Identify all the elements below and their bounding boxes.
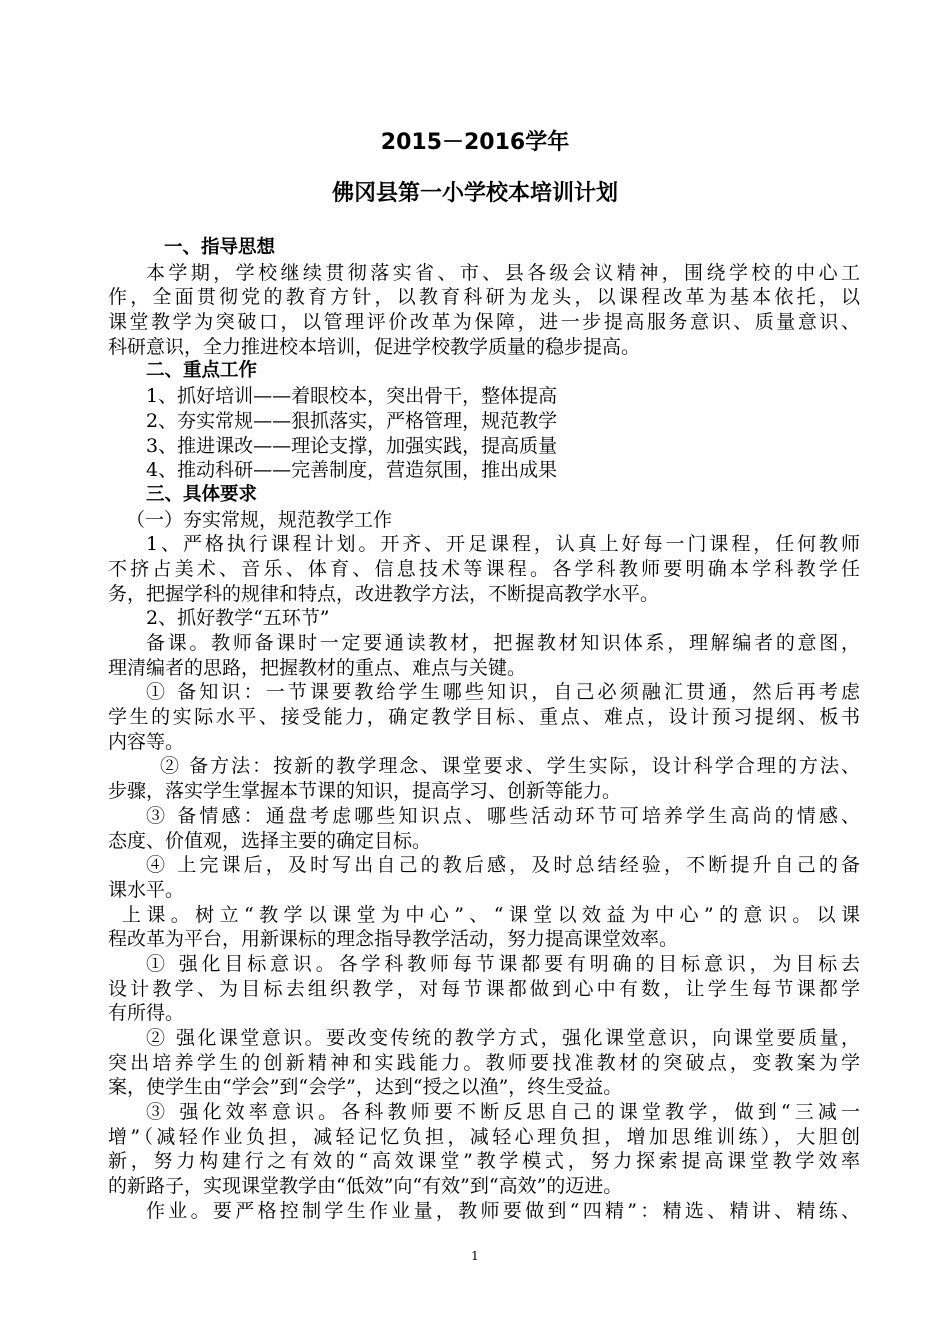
text-line: 理清编者的思路，把握教材的重点、难点与关键。 — [108, 656, 527, 679]
text-line: 上课。树立“教学以课堂为中心”、“课堂以效益为中心”的意识。以课 — [122, 903, 860, 926]
title-year: 2015－2016学年 — [380, 130, 570, 155]
text-line: ③ 备情感：通盘考虑哪些知识点、哪些活动环节可培养学生高尚的情感、 — [146, 804, 860, 827]
page-number: 1 — [471, 1249, 479, 1263]
text-line: （一）夯实常规，规范教学工作 — [126, 508, 393, 531]
section-heading: 三、具体要求 — [146, 483, 258, 505]
text-line: ④ 上完课后，及时写出自己的教后感，及时总结经验，不断提升自己的备 — [146, 854, 860, 877]
text-line: ① 备知识：一节课要教给学生哪些知识，自己必须融汇贯通，然后再考虑 — [146, 681, 860, 704]
text-line: ③ 强化效率意识。各科教师要不断反思自己的课堂教学，做到“三减一 — [146, 1101, 860, 1124]
title-main: 佛冈县第一小学校本培训计划 — [331, 181, 618, 206]
text-line: 新，努力构建行之有效的“高效课堂”教学模式，努力探索提高课堂教学效率 — [108, 1150, 860, 1173]
text-line: 增”（减轻作业负担，减轻记忆负担，减轻心理负担，增加思维训练），大胆创 — [108, 1125, 860, 1148]
text-line: ② 强化课堂意识。要改变传统的教学方式，强化课堂意识，向课堂要质量， — [146, 1027, 860, 1049]
text-line: 不挤占美术、音乐、体育、信息技术等课程。各学科教师要明确本学科教学任 — [108, 557, 860, 580]
text-line: 2、夯实常规——狠抓落实，严格管理，规范教学 — [146, 409, 558, 432]
text-line: 本学期，学校继续贯彻落实省、市、县各级会议精神，围绕学校的中心工 — [146, 261, 860, 284]
text-line: 设计教学、为目标去组织教学，对每节课都做到心中有数，让学生每节课都学 — [108, 977, 860, 1000]
text-line: 课水平。 — [108, 878, 185, 901]
text-line: 学生的实际水平、接受能力，确定教学目标、重点、难点，设计预习提纲、板书 — [108, 706, 860, 729]
text-line: 的新路子，实现课堂教学由“低效”向“有效”到“高效”的迈进。 — [108, 1175, 623, 1198]
text-line: 3、推进课改——理论支撑，加强实践，提高质量 — [146, 434, 558, 457]
text-line: 程改革为平台，用新课标的理念指导教学活动，努力提高课堂效率。 — [108, 928, 679, 951]
text-line: 1、严格执行课程计划。开齐、开足课程，认真上好每一门课程，任何教师 — [146, 533, 860, 556]
text-line: 科研意识，全力推进校本培训，促进学校教学质量的稳步提高。 — [108, 335, 641, 358]
text-line: 作业。要严格控制学生作业量，教师要做到“四精”：精选、精讲、精练、 — [146, 1199, 860, 1222]
document-body — [108, 236, 860, 1224]
text-line: 备课。教师备课时一定要通读教材，把握教材知识体系，理解编者的意图， — [146, 632, 860, 654]
text-line: 2、抓好教学“五环节” — [146, 607, 330, 630]
text-line: 突出培养学生的创新精神和实践能力。教师要找准教材的突破点，变教案为学 — [108, 1051, 860, 1074]
text-line: 作，全面贯彻党的教育方针，以教育科研为龙头，以课程改革为基本依托，以 — [108, 286, 860, 309]
section-heading: 一、指导思想 — [164, 237, 276, 258]
text-line: 1、抓好培训——着眼校本，突出骨干，整体提高 — [146, 385, 558, 408]
text-line: ① 强化目标意识。各学科教师每节课都要有明确的目标意识，为目标去 — [146, 952, 860, 975]
text-line: 案，使学生由“学会”到“会学”，达到“授之以渔”，终生受益。 — [108, 1076, 623, 1099]
text-line: 有所得。 — [108, 1002, 185, 1025]
text-line: ② 备方法：按新的教学理念、课堂要求、学生实际，设计科学合理的方法、 — [160, 755, 860, 778]
text-line: 步骤，落实学生掌握本节课的知识，提高学习、创新等能力。 — [108, 780, 622, 803]
text-line: 4、推动科研——完善制度，营造氛围，推出成果 — [146, 459, 558, 482]
text-line: 态度、价值观，选择主要的确定目标。 — [108, 829, 432, 852]
text-line: 课堂教学为突破口，以管理评价改革为保障，进一步提高服务意识、质量意识、 — [108, 311, 860, 334]
text-line: 内容等。 — [108, 730, 185, 753]
text-line: 务，把握学科的规律和特点，改进教学方法，不断提高教学水平。 — [108, 582, 660, 605]
section-heading: 二、重点工作 — [146, 360, 258, 382]
